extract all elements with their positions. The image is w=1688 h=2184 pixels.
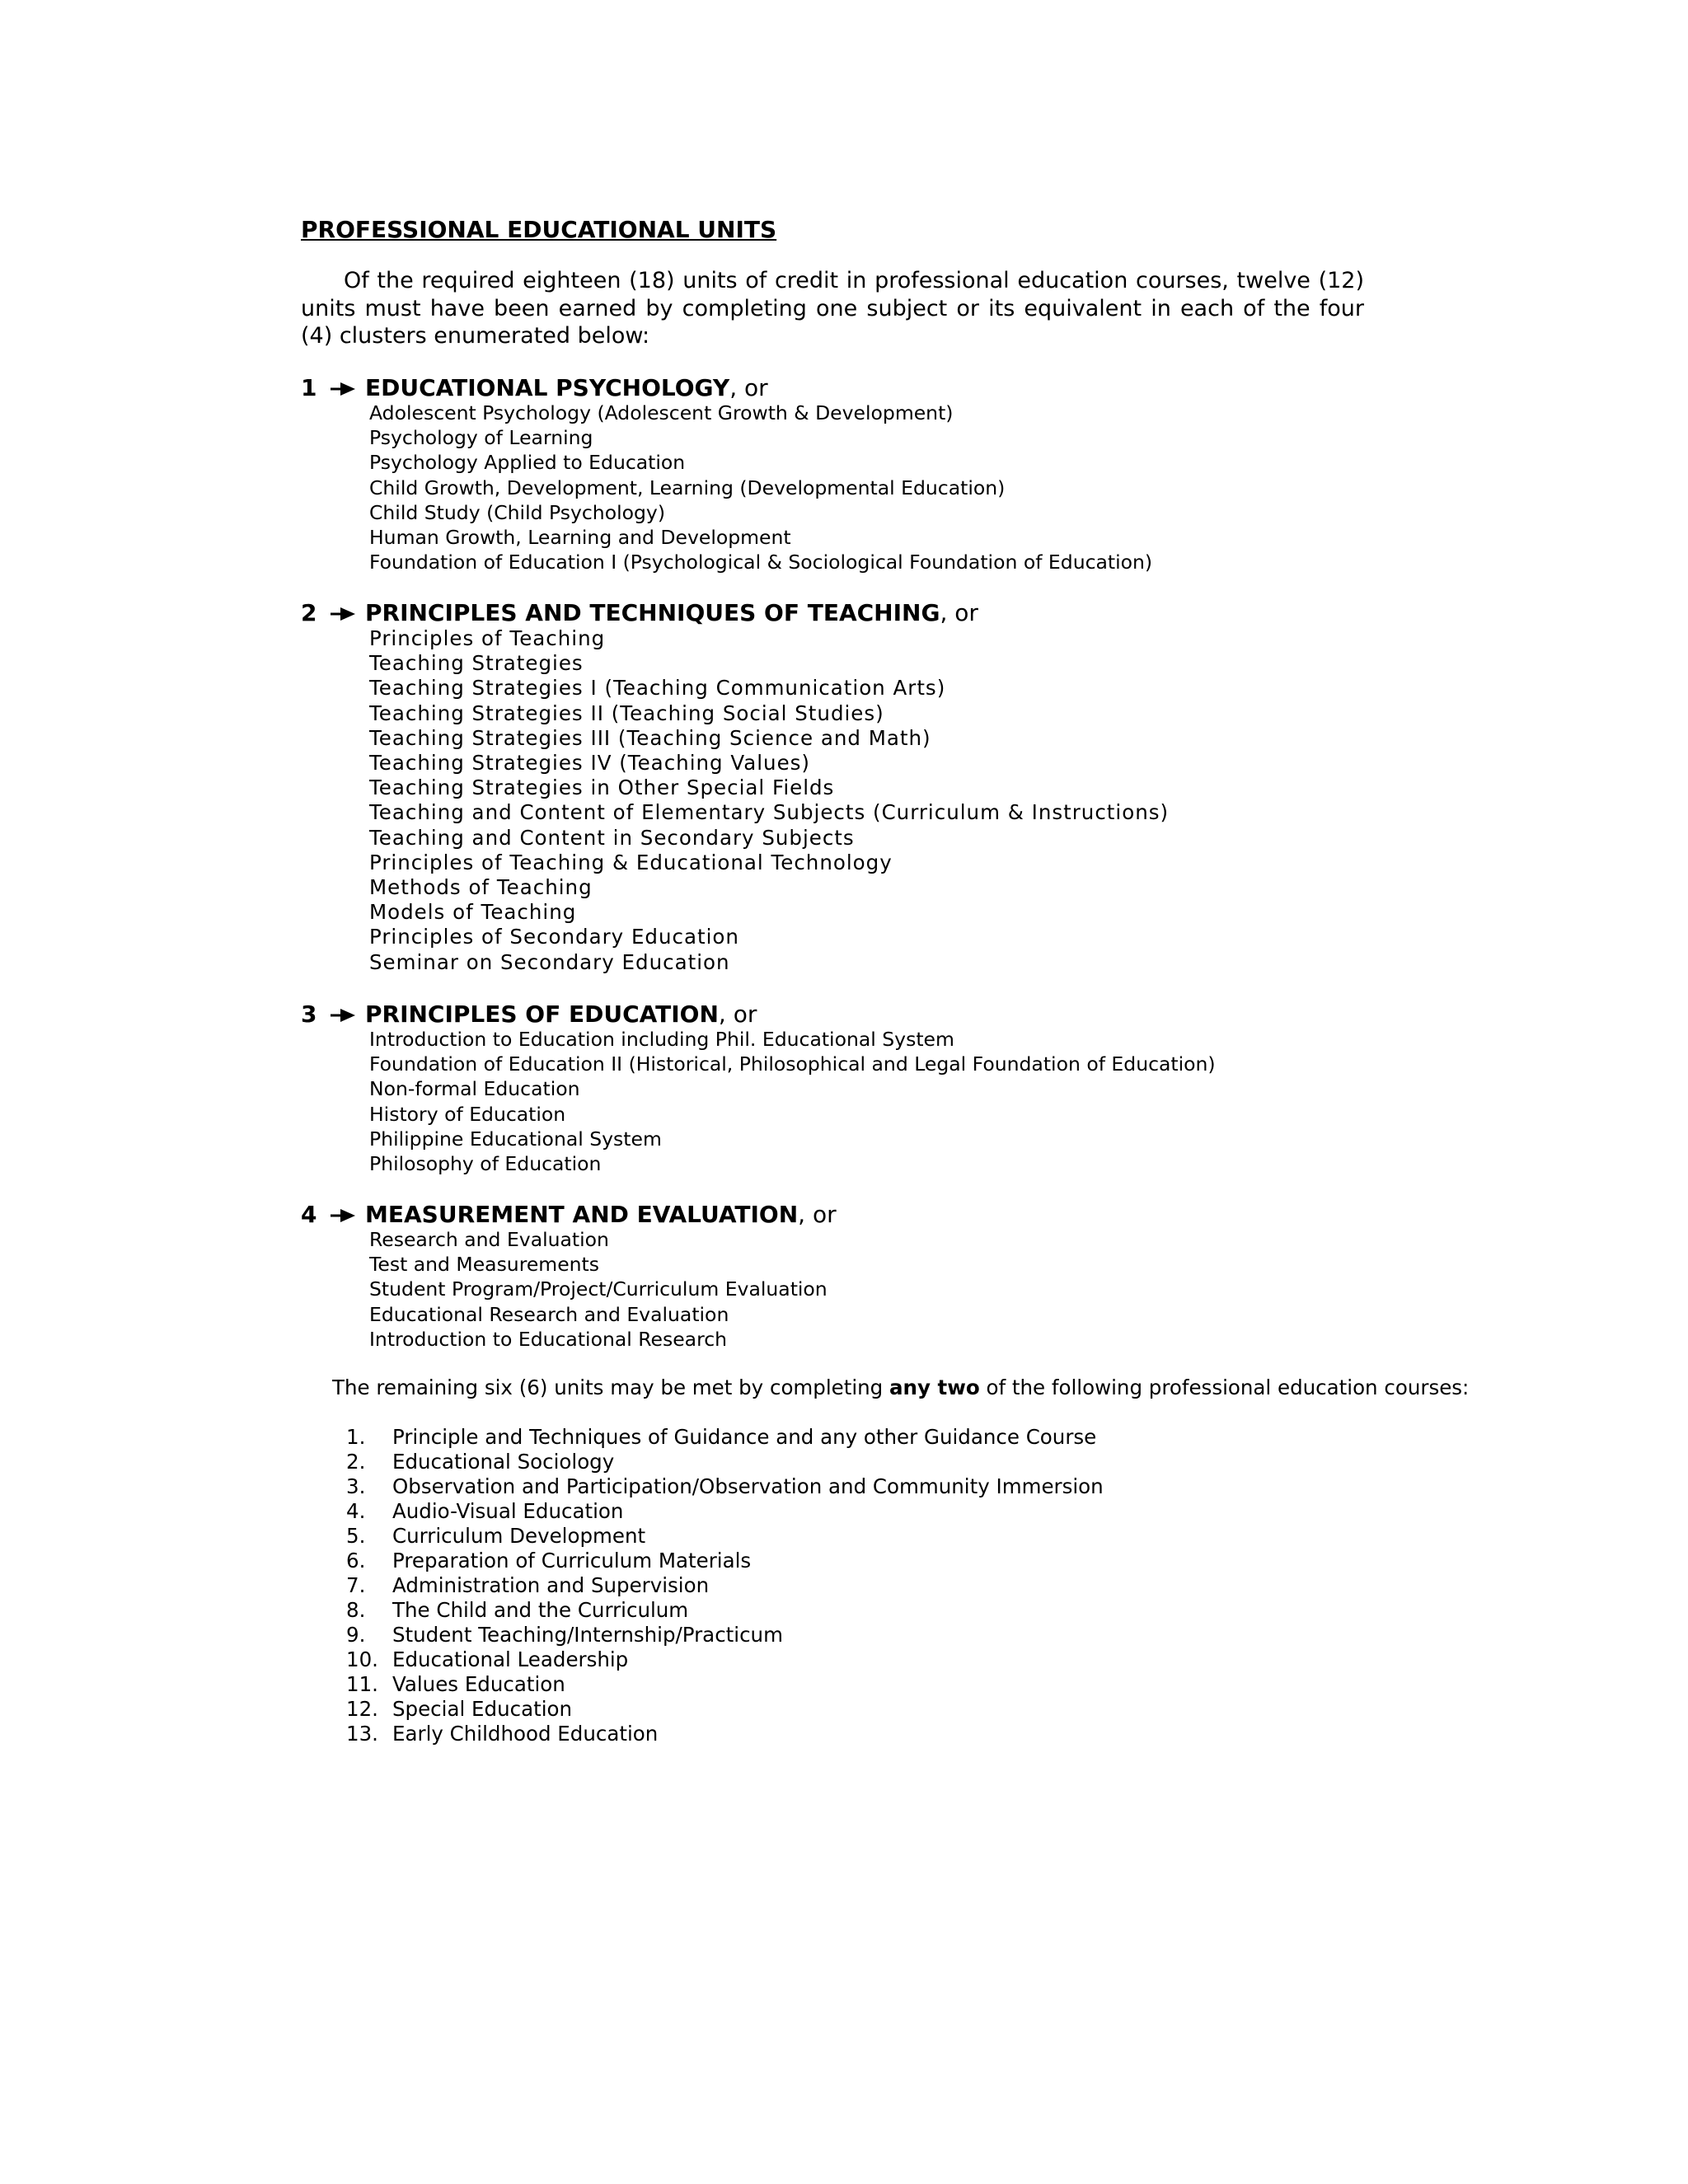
cluster-1-list	[369, 401, 1152, 574]
item-text: Preparation of Curriculum Materials	[392, 1549, 752, 1572]
list-item: Child Growth, Development, Learning (Developmental Education)	[369, 476, 1006, 499]
page-title: PROFESSIONAL EDUCATIONAL UNITS	[301, 216, 777, 243]
list-item	[346, 1672, 1104, 1697]
list-item: Teaching and Content in Secondary Subjects	[369, 825, 855, 850]
list-item	[346, 1573, 1104, 1598]
item-number: 9.	[346, 1623, 366, 1647]
list-item	[346, 1450, 1104, 1474]
list-item: Methods of Teaching	[369, 875, 593, 900]
item-text: Educational Sociology	[392, 1450, 615, 1474]
list-item: Research and Evaluation	[369, 1228, 609, 1251]
cluster-heading-3	[301, 1001, 757, 1029]
list-item	[346, 1598, 1104, 1623]
cluster-name: PRINCIPLES OF EDUCATION	[365, 1001, 719, 1028]
list-item: Seminar on Secondary Education	[369, 949, 730, 974]
list-item: Principles of Teaching & Educational Technology	[369, 850, 893, 874]
list-item: Foundation of Education II (Historical, Philosophical and Legal Foundation of Education)	[369, 1052, 1216, 1076]
cluster-2-list	[369, 626, 1169, 975]
list-item: Child Study (Child Psychology)	[369, 500, 665, 524]
item-text: Values Education	[392, 1672, 565, 1696]
list-item: Introduction to Education including Phil. Educational System	[369, 1028, 954, 1051]
item-number: 4.	[346, 1499, 366, 1523]
cluster-number: 1	[301, 374, 317, 401]
remaining-text-before: The remaining six (6) units may be met by completing	[332, 1376, 890, 1399]
list-item	[346, 1623, 1104, 1647]
item-number: 7.	[346, 1573, 366, 1597]
list-item: Foundation of Education I (Psychological & Sociological Foundation of Education)	[369, 551, 1153, 574]
intro-paragraph: Of the required eighteen (18) units of credit in professional education courses, twelve (12) units must have been earned by completing one subject or its equivalent in each of the four (4) clusters enumerated below:	[301, 268, 1364, 349]
remaining-text-emphasis: any two	[889, 1376, 980, 1399]
item-number: 13.	[346, 1722, 378, 1746]
cluster-suffix: , or	[798, 1201, 837, 1228]
list-item: Psychology of Learning	[369, 426, 593, 450]
cluster-number: 3	[301, 1001, 317, 1028]
item-number: 10.	[346, 1647, 378, 1671]
cluster-suffix: , or	[718, 1001, 757, 1028]
list-item: Philippine Educational System	[369, 1127, 662, 1151]
list-item: Human Growth, Learning and Development	[369, 526, 791, 550]
item-number: 6.	[346, 1549, 366, 1572]
list-item: Teaching Strategies IV (Teaching Values)	[369, 751, 810, 776]
cluster-3-list	[369, 1027, 1216, 1176]
cluster-number: 4	[301, 1201, 317, 1228]
list-item	[346, 1549, 1104, 1573]
item-text: Observation and Participation/Observation and Community Immersion	[392, 1474, 1104, 1498]
cluster-name: EDUCATIONAL PSYCHOLOGY	[365, 374, 730, 401]
list-item: Teaching Strategies	[369, 651, 584, 676]
list-item: Student Program/Project/Curriculum Evaluation	[369, 1277, 828, 1301]
item-number: 11.	[346, 1672, 378, 1696]
item-number: 5.	[346, 1524, 366, 1548]
list-item: Adolescent Psychology (Adolescent Growth & Development)	[369, 401, 954, 424]
list-item	[346, 1474, 1104, 1499]
list-item: Principles of Teaching	[369, 626, 606, 650]
item-text: Educational Leadership	[392, 1647, 629, 1671]
list-item: History of Education	[369, 1102, 566, 1126]
course-list	[346, 1425, 1104, 1746]
cluster-4-list	[369, 1227, 828, 1352]
item-number: 12.	[346, 1697, 378, 1721]
list-item: Teaching and Content of Elementary Subjects (Curriculum & Instructions)	[369, 800, 1170, 825]
list-item	[346, 1524, 1104, 1549]
list-item	[346, 1697, 1104, 1722]
arrow-right-icon	[329, 1207, 362, 1224]
item-number: 3.	[346, 1474, 366, 1498]
item-text: The Child and the Curriculum	[392, 1598, 689, 1622]
list-item: Teaching Strategies II (Teaching Social Studies)	[369, 701, 884, 725]
cluster-heading-4	[301, 1201, 837, 1229]
cluster-number: 2	[301, 599, 317, 626]
cluster-suffix: , or	[940, 599, 978, 626]
item-text: Administration and Supervision	[392, 1573, 710, 1597]
remaining-units-text	[332, 1375, 1469, 1401]
cluster-heading-1	[301, 374, 768, 402]
item-number: 8.	[346, 1598, 366, 1622]
list-item: Introduction to Educational Research	[369, 1327, 728, 1351]
arrow-right-icon	[329, 1007, 362, 1024]
list-item: Teaching Strategies I (Teaching Communication Arts)	[369, 676, 946, 701]
list-item: Non-formal Education	[369, 1077, 580, 1101]
item-number: 1.	[346, 1425, 366, 1449]
list-item	[346, 1499, 1104, 1524]
item-text: Curriculum Development	[392, 1524, 646, 1548]
arrow-right-icon	[329, 606, 362, 622]
list-item: Test and Measurements	[369, 1253, 600, 1277]
remaining-text-after: of the following professional education courses:	[979, 1376, 1470, 1399]
item-text: Audio-Visual Education	[392, 1499, 624, 1523]
cluster-name: MEASUREMENT AND EVALUATION	[365, 1201, 799, 1228]
cluster-heading-2	[301, 599, 978, 627]
cluster-suffix: , or	[729, 374, 768, 401]
list-item: Educational Research and Evaluation	[369, 1302, 729, 1326]
list-item: Teaching Strategies III (Teaching Science and Math)	[369, 725, 931, 750]
item-text: Early Childhood Education	[392, 1722, 659, 1746]
arrow-right-icon	[329, 381, 362, 397]
item-number: 2.	[346, 1450, 366, 1474]
item-text: Special Education	[392, 1697, 573, 1721]
list-item: Psychology Applied to Education	[369, 451, 686, 475]
list-item: Principles of Secondary Education	[369, 925, 739, 949]
list-item: Models of Teaching	[369, 900, 577, 925]
list-item	[346, 1425, 1104, 1450]
list-item	[346, 1647, 1104, 1672]
item-text: Principle and Techniques of Guidance and any other Guidance Course	[392, 1425, 1097, 1449]
cluster-name: PRINCIPLES AND TECHNIQUES OF TEACHING	[365, 599, 940, 626]
list-item: Teaching Strategies in Other Special Fields	[369, 776, 835, 800]
list-item: Philosophy of Education	[369, 1152, 602, 1176]
list-item	[346, 1722, 1104, 1746]
item-text: Student Teaching/Internship/Practicum	[392, 1623, 783, 1647]
